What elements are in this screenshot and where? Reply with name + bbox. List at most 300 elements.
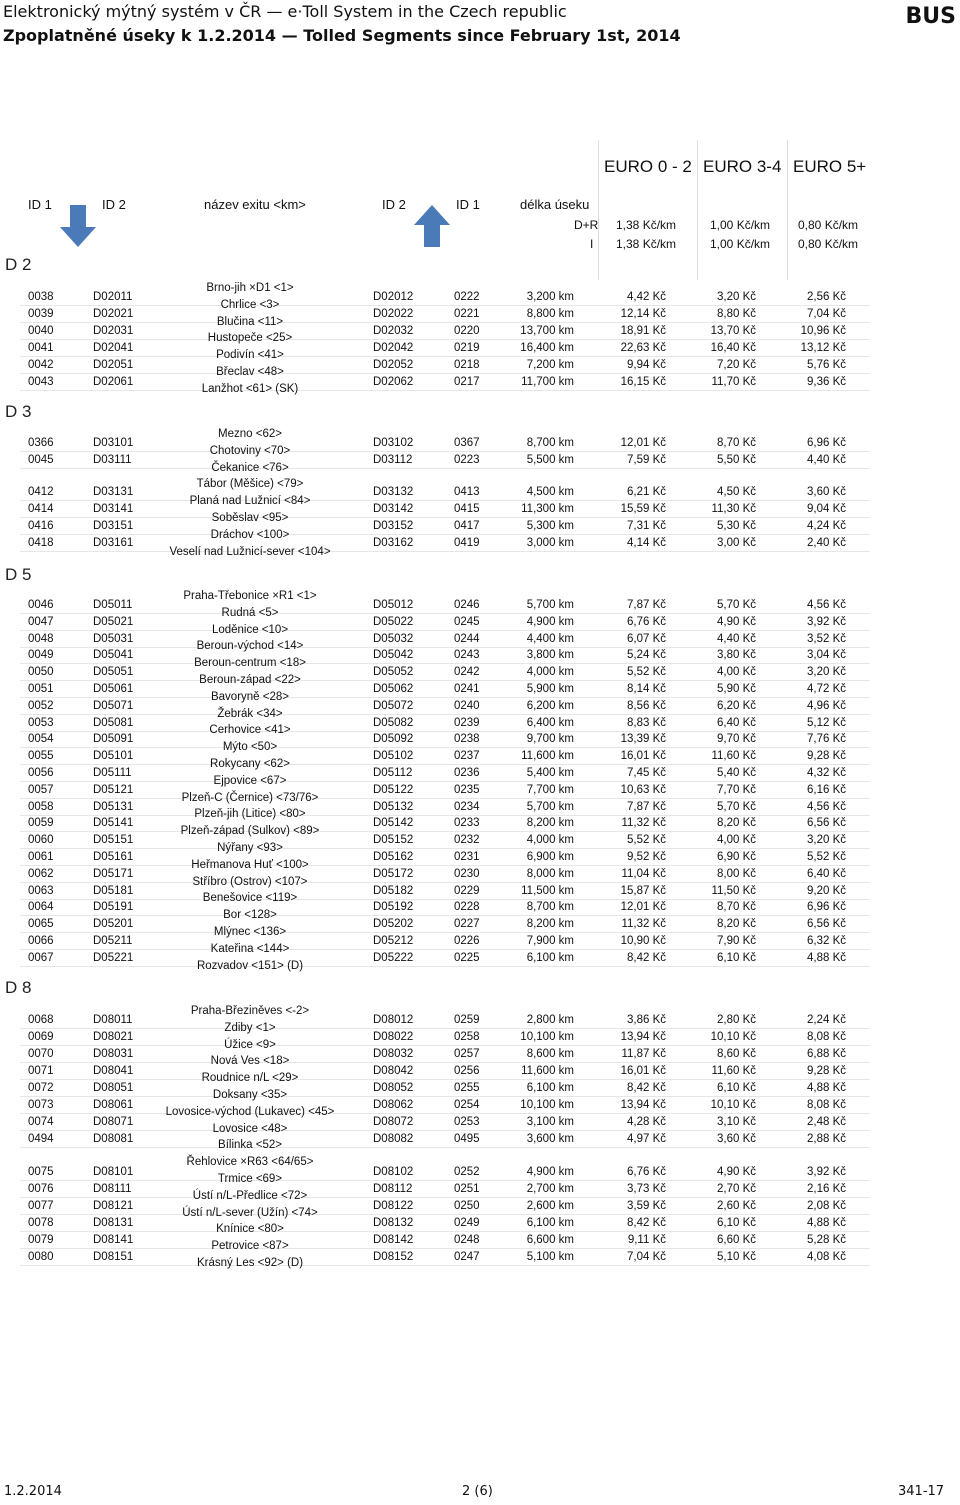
cell-toll-euro5: 4,56 Kč — [807, 800, 846, 813]
cell-id1: 0071 — [28, 1065, 54, 1077]
cell-toll-euro5: 3,20 Kč — [807, 666, 846, 679]
table-row — [20, 536, 870, 552]
cell-id2-return: D05052 — [373, 666, 414, 679]
cell-id2-return: D08042 — [373, 1065, 414, 1077]
cell-id2-return: D03162 — [373, 537, 414, 549]
cell-id2-return: D05012 — [373, 599, 414, 611]
cell-id2-return: D08142 — [373, 1234, 414, 1246]
cell-toll-euro34: 11,50 Kč — [711, 884, 756, 897]
cell-id1-return: 0248 — [454, 1234, 480, 1246]
cell-id2: D05051 — [93, 666, 134, 679]
cell-toll-euro34: 8,20 Kč — [717, 817, 756, 830]
cell-id2: D08121 — [93, 1200, 134, 1212]
table-row — [20, 833, 870, 849]
cell-toll-euro02: 4,42 Kč — [627, 291, 666, 303]
table-row — [20, 307, 870, 323]
exit-name: Úžice <9> — [224, 1038, 276, 1051]
cell-id1-return: 0241 — [454, 683, 480, 695]
cell-id2-return: D03152 — [373, 520, 414, 532]
exit-name: Žebrák <34> — [217, 707, 283, 720]
cell-id1-return: 0236 — [454, 767, 480, 779]
cell-length: 5,900 km — [526, 683, 574, 695]
cell-id1-return: 0242 — [454, 666, 480, 679]
cell-id1: 0068 — [28, 1014, 54, 1026]
cell-id2-return: D08132 — [373, 1217, 414, 1229]
table-row — [20, 375, 870, 391]
cell-id1-return: 0247 — [454, 1251, 480, 1263]
cell-toll-euro5: 5,28 Kč — [807, 1234, 846, 1246]
cell-length: 3,600 km — [526, 1133, 574, 1145]
col-id1-return: ID 1 — [456, 197, 480, 212]
cell-toll-euro5: 9,36 Kč — [807, 376, 846, 388]
cell-toll-euro34: 7,20 Kč — [717, 359, 756, 371]
cell-toll-euro5: 9,28 Kč — [807, 750, 846, 763]
cell-toll-euro34: 6,10 Kč — [717, 951, 756, 964]
table-row — [20, 867, 870, 883]
cell-id1-return: 0253 — [454, 1116, 480, 1128]
cell-id2-return: D05142 — [373, 817, 414, 830]
section-label: D 2 — [5, 255, 32, 274]
table-row — [20, 816, 870, 832]
rate-label-i: I — [590, 237, 594, 251]
cell-length: 16,400 km — [520, 342, 574, 354]
cell-toll-euro02: 7,45 Kč — [627, 767, 666, 779]
table-row — [20, 1098, 870, 1114]
table-row — [20, 699, 870, 715]
cell-id2-return: D05162 — [373, 851, 414, 863]
exit-name: Ejpovice <67> — [213, 774, 287, 787]
cell-toll-euro5: 6,32 Kč — [807, 935, 846, 947]
table-row — [20, 716, 870, 732]
cell-id2: D05161 — [93, 851, 134, 863]
table-row — [20, 1165, 870, 1181]
cell-toll-euro34: 4,00 Kč — [717, 834, 756, 847]
cell-toll-euro02: 12,01 Kč — [620, 901, 666, 914]
cell-id2-return: D08152 — [373, 1251, 414, 1263]
cell-toll-euro5: 9,28 Kč — [807, 1065, 846, 1077]
exit-name: Plzeň-západ (Sulkov) <89> — [180, 825, 320, 838]
cell-toll-euro34: 8,70 Kč — [717, 437, 756, 449]
cell-id2: D05131 — [93, 800, 134, 813]
cell-toll-euro02: 16,01 Kč — [620, 1065, 666, 1077]
cell-toll-euro5: 4,96 Kč — [807, 699, 846, 712]
col-segment-length: délka úseku — [520, 197, 590, 212]
exit-name: Zdiby <1> — [224, 1021, 276, 1034]
exit-name: Krásný Les <92> (D) — [196, 1257, 304, 1269]
cell-toll-euro02: 7,31 Kč — [627, 520, 666, 532]
exit-name: Lanžhot <61> (SK) — [201, 382, 299, 395]
cell-id1-return: 0235 — [454, 783, 480, 796]
cell-toll-euro5: 6,88 Kč — [807, 1048, 846, 1060]
cell-id1-return: 0251 — [454, 1183, 480, 1195]
euro-class-5: EURO 5+ — [793, 157, 867, 176]
cell-toll-euro02: 10,90 Kč — [620, 935, 666, 947]
table-row — [20, 485, 870, 501]
cell-length: 4,500 km — [526, 486, 574, 498]
table-row — [20, 783, 870, 799]
cell-id1: 0061 — [28, 851, 54, 863]
cell-id1-return: 0223 — [454, 454, 480, 466]
cell-id1: 0043 — [28, 376, 54, 388]
cell-toll-euro02: 11,87 Kč — [621, 1048, 666, 1060]
cell-id1: 0076 — [28, 1183, 54, 1195]
table-row — [20, 453, 870, 469]
footer-page: 2 (6) — [462, 1484, 493, 1499]
cell-id1-return: 0495 — [454, 1133, 480, 1145]
cell-id2: D05211 — [93, 935, 133, 947]
cell-toll-euro34: 10,10 Kč — [710, 1031, 756, 1043]
exit-name: Podivín <41> — [216, 349, 284, 362]
cell-toll-euro02: 16,15 Kč — [620, 376, 666, 388]
cell-id2-return: D03142 — [373, 503, 414, 515]
exit-name: Praha-Třebonice ×R1 <1> — [183, 590, 317, 602]
cell-id1: 0414 — [28, 503, 54, 515]
table-row — [20, 648, 870, 664]
cell-id1-return: 0367 — [454, 437, 480, 449]
cell-toll-euro5: 7,04 Kč — [807, 308, 846, 320]
cell-id2: D03151 — [93, 520, 134, 532]
cell-id1-return: 0258 — [454, 1031, 480, 1043]
cell-toll-euro5: 6,56 Kč — [807, 918, 846, 931]
rate-i-euro5: 0,80 Kč/km — [798, 237, 859, 251]
cell-length: 3,000 km — [526, 537, 574, 549]
cell-length: 10,100 km — [520, 1031, 574, 1043]
exit-name: Nová Ves <18> — [210, 1055, 290, 1068]
table-row — [20, 884, 870, 900]
cell-id2: D03131 — [93, 486, 134, 498]
cell-id2-return: D08012 — [373, 1014, 414, 1026]
cell-id2: D08081 — [93, 1133, 134, 1145]
cell-id2-return: D02022 — [373, 308, 414, 320]
exit-name: Lovosice <48> — [212, 1122, 288, 1135]
cell-length: 4,000 km — [526, 834, 574, 847]
cell-length: 8,200 km — [526, 918, 574, 931]
cell-toll-euro34: 3,80 Kč — [717, 649, 756, 662]
cell-toll-euro02: 22,63 Kč — [620, 342, 666, 354]
cell-id1-return: 0244 — [454, 632, 480, 645]
cell-length: 6,400 km — [526, 716, 574, 729]
rate-i-euro34: 1,00 Kč/km — [710, 237, 771, 251]
cell-id2: D05221 — [93, 951, 134, 964]
cell-length: 6,100 km — [526, 1217, 574, 1229]
table-row — [20, 766, 870, 782]
cell-id2-return: D05132 — [373, 800, 414, 813]
cell-id1: 0065 — [28, 918, 54, 931]
cell-toll-euro5: 5,12 Kč — [807, 716, 846, 729]
table-row — [20, 1030, 870, 1046]
cell-id2: D02011 — [93, 291, 133, 303]
exit-name: Bílinka <52> — [218, 1139, 282, 1152]
cell-id2: D03141 — [93, 503, 134, 515]
cell-length: 7,200 km — [526, 359, 574, 371]
cell-id1-return: 0217 — [454, 376, 480, 388]
cell-id2: D08051 — [93, 1082, 134, 1094]
cell-id1-return: 0255 — [454, 1082, 480, 1094]
col-exit-name: název exitu <km> — [204, 197, 306, 212]
cell-toll-euro02: 16,01 Kč — [620, 750, 666, 763]
cell-id1: 0058 — [28, 800, 54, 813]
table-row — [20, 682, 870, 698]
cell-length: 10,100 km — [520, 1099, 574, 1111]
exit-name: Řehlovice ×R63 <64/65> — [186, 1156, 314, 1169]
cell-id2-return: D05092 — [373, 733, 414, 746]
table-row — [20, 900, 870, 916]
table-row — [20, 1013, 870, 1029]
cell-toll-euro5: 8,08 Kč — [807, 1099, 846, 1111]
cell-toll-euro02: 9,52 Kč — [627, 851, 666, 863]
cell-toll-euro34: 4,00 Kč — [717, 666, 756, 679]
cell-toll-euro02: 3,86 Kč — [627, 1014, 666, 1026]
exit-name: Nýřany <93> — [217, 842, 283, 854]
cell-toll-euro5: 2,88 Kč — [807, 1133, 846, 1145]
cell-id2: D02051 — [93, 359, 134, 371]
cell-toll-euro34: 3,00 Kč — [717, 537, 756, 549]
exit-name: Rudná <5> — [221, 606, 279, 619]
table-row — [20, 1199, 870, 1215]
cell-toll-euro02: 6,21 Kč — [627, 486, 666, 498]
cell-toll-euro5: 5,76 Kč — [807, 359, 846, 371]
cell-id2-return: D05102 — [373, 750, 414, 763]
cell-id1-return: 0220 — [454, 325, 480, 337]
table-row — [20, 1115, 870, 1131]
exit-name: Benešovice <119> — [202, 892, 298, 905]
cell-toll-euro02: 5,24 Kč — [627, 649, 666, 662]
cell-id1: 0070 — [28, 1048, 54, 1060]
cell-id1-return: 0249 — [454, 1217, 480, 1229]
cell-toll-euro34: 6,90 Kč — [717, 851, 756, 863]
cell-id1: 0056 — [28, 767, 54, 779]
table-row — [20, 1216, 870, 1232]
cell-toll-euro34: 4,90 Kč — [717, 1166, 756, 1178]
cell-id1-return: 0232 — [454, 834, 480, 847]
cell-toll-euro02: 4,97 Kč — [627, 1133, 666, 1145]
cell-toll-euro34: 3,20 Kč — [717, 291, 756, 303]
exit-name: Trmice <69> — [217, 1173, 283, 1185]
cell-id2-return: D05042 — [373, 649, 414, 662]
table-row — [20, 615, 870, 631]
cell-toll-euro02: 4,28 Kč — [627, 1116, 666, 1128]
cell-length: 4,000 km — [526, 666, 574, 679]
exit-name: Bor <128> — [223, 909, 277, 922]
table-row — [20, 436, 870, 452]
cell-toll-euro34: 3,60 Kč — [717, 1133, 756, 1145]
exit-name: Lovosice-východ (Lukavec) <45> — [165, 1105, 335, 1118]
exit-name: Tábor (Měšice) <79> — [196, 478, 304, 491]
cell-toll-euro34: 4,40 Kč — [717, 632, 756, 645]
cell-toll-euro34: 6,10 Kč — [717, 1082, 756, 1094]
cell-toll-euro02: 13,39 Kč — [620, 733, 666, 746]
table-row — [20, 632, 870, 648]
table-row — [20, 290, 870, 306]
exit-name: Rozvadov <151> (D) — [196, 959, 304, 972]
cell-id1: 0040 — [28, 325, 54, 337]
cell-id1-return: 0237 — [454, 750, 480, 763]
table-row — [20, 341, 870, 357]
cell-toll-euro02: 9,11 Kč — [627, 1234, 666, 1246]
cell-length: 2,600 km — [526, 1200, 574, 1212]
cell-id1: 0416 — [28, 520, 54, 532]
cell-id2-return: D08122 — [373, 1200, 414, 1212]
cell-toll-euro02: 10,63 Kč — [620, 783, 666, 796]
cell-toll-euro34: 6,10 Kč — [717, 1217, 756, 1229]
cell-id1: 0063 — [28, 884, 54, 897]
table-row — [20, 665, 870, 681]
table-row — [20, 934, 870, 950]
cell-id1: 0494 — [28, 1133, 54, 1145]
cell-length: 9,700 km — [526, 733, 574, 746]
cell-length: 3,100 km — [526, 1116, 574, 1128]
cell-toll-euro5: 6,96 Kč — [807, 901, 846, 914]
cell-toll-euro02: 8,14 Kč — [627, 683, 666, 695]
cell-id1: 0052 — [28, 699, 54, 712]
cell-id2-return: D08022 — [373, 1031, 414, 1043]
exit-name: Cerhovice <41> — [209, 724, 291, 737]
cell-id2: D05091 — [93, 733, 134, 746]
cell-toll-euro02: 11,04 Kč — [621, 867, 666, 880]
cell-toll-euro5: 9,04 Kč — [807, 503, 846, 515]
cell-toll-euro34: 8,70 Kč — [717, 901, 756, 914]
cell-id1: 0072 — [28, 1082, 54, 1094]
cell-length: 6,100 km — [526, 951, 574, 964]
cell-length: 11,600 km — [521, 1065, 574, 1077]
cell-id1-return: 0225 — [454, 951, 480, 964]
exit-name: Mezno <62> — [218, 428, 282, 440]
cell-id1: 0038 — [28, 291, 54, 303]
cell-id1: 0067 — [28, 951, 54, 964]
cell-id2: D05171 — [93, 867, 134, 880]
table-row — [20, 749, 870, 765]
cell-id1-return: 0252 — [454, 1166, 480, 1178]
cell-toll-euro5: 2,56 Kč — [807, 291, 846, 303]
cell-toll-euro02: 13,94 Kč — [620, 1031, 666, 1043]
cell-id1: 0066 — [28, 935, 54, 947]
document-title: Elektronický mýtný systém v ČR — e·Toll System in the Czech republic — [3, 2, 567, 21]
cell-id2-return: D05212 — [373, 935, 414, 947]
cell-id2: D05021 — [93, 615, 134, 628]
cell-toll-euro5: 2,48 Kč — [807, 1116, 846, 1128]
cell-id1: 0057 — [28, 783, 54, 796]
exit-name: Čekanice <76> — [211, 461, 289, 474]
euro-class-0-2: EURO 0 - 2 — [604, 157, 692, 176]
cell-id1: 0080 — [28, 1251, 54, 1263]
cell-length: 6,200 km — [526, 699, 574, 712]
cell-id1-return: 0221 — [454, 308, 480, 320]
cell-id2-return: D02012 — [373, 291, 414, 303]
cell-id1: 0069 — [28, 1031, 54, 1043]
cell-id1-return: 0231 — [454, 851, 480, 863]
table-row — [20, 917, 870, 933]
cell-toll-euro34: 3,10 Kč — [717, 1116, 756, 1128]
exit-name: Kateřina <144> — [210, 942, 290, 955]
exit-name: Knínice <80> — [216, 1223, 284, 1236]
cell-toll-euro34: 6,60 Kč — [717, 1234, 756, 1246]
cell-toll-euro02: 8,42 Kč — [627, 1082, 666, 1094]
cell-toll-euro34: 16,40 Kč — [710, 342, 756, 354]
cell-length: 5,100 km — [526, 1251, 574, 1263]
cell-toll-euro02: 7,87 Kč — [627, 599, 666, 611]
cell-toll-euro5: 2,40 Kč — [807, 537, 846, 549]
rate-dr-euro34: 1,00 Kč/km — [710, 218, 771, 232]
cell-toll-euro34: 11,60 Kč — [711, 750, 756, 763]
cell-id2: D05061 — [93, 683, 134, 695]
cell-toll-euro34: 10,10 Kč — [710, 1099, 756, 1111]
cell-id2: D05141 — [93, 817, 134, 830]
exit-name: Roudnice n/L <29> — [201, 1072, 299, 1085]
cell-id1: 0073 — [28, 1099, 54, 1111]
table-row — [20, 358, 870, 374]
cell-length: 3,200 km — [526, 291, 574, 303]
exit-name: Veselí nad Lužnicí-sever <104> — [169, 545, 331, 558]
cell-id1-return: 0245 — [454, 615, 480, 628]
cell-toll-euro34: 5,50 Kč — [717, 454, 756, 466]
cell-toll-euro02: 9,94 Kč — [627, 359, 666, 371]
cell-id2: D08031 — [93, 1048, 134, 1060]
cell-toll-euro5: 3,04 Kč — [807, 649, 846, 662]
section-label: D 8 — [5, 978, 32, 997]
cell-toll-euro5: 3,92 Kč — [807, 615, 846, 628]
cell-toll-euro5: 4,24 Kč — [807, 520, 846, 532]
cell-toll-euro02: 3,73 Kč — [627, 1183, 666, 1195]
cell-id2-return: D05112 — [373, 767, 413, 779]
exit-name: Břeclav <48> — [216, 366, 284, 378]
cell-toll-euro34: 5,30 Kč — [717, 520, 756, 532]
cell-toll-euro02: 3,59 Kč — [627, 1200, 666, 1212]
cell-length: 4,900 km — [526, 615, 574, 628]
cell-id1-return: 0246 — [454, 599, 480, 611]
rate-i-euro02: 1,38 Kč/km — [616, 237, 677, 251]
cell-toll-euro02: 5,52 Kč — [627, 666, 666, 679]
cell-id1-return: 0228 — [454, 901, 480, 914]
cell-id1: 0051 — [28, 683, 54, 695]
table-row — [20, 1081, 870, 1097]
cell-length: 5,300 km — [526, 520, 574, 532]
exit-name: Bavoryně <28> — [210, 690, 289, 703]
cell-toll-euro02: 8,42 Kč — [627, 951, 666, 964]
table-row — [20, 1064, 870, 1080]
exit-name: Plzeň-jih (Litice) <80> — [194, 808, 306, 821]
rate-label-dr: D+R — [574, 218, 599, 232]
col-id2-return: ID 2 — [382, 197, 406, 212]
cell-id2: D08101 — [93, 1166, 134, 1178]
cell-length: 2,800 km — [526, 1014, 574, 1026]
exit-name: Chrlice <3> — [220, 298, 280, 311]
exit-name: Doksany <35> — [212, 1089, 288, 1101]
cell-id1-return: 0218 — [454, 359, 480, 371]
cell-id1: 0039 — [28, 308, 54, 320]
cell-toll-euro02: 7,04 Kč — [627, 1251, 666, 1263]
cell-id1: 0064 — [28, 901, 54, 914]
cell-toll-euro34: 5,40 Kč — [717, 767, 756, 779]
cell-id1: 0042 — [28, 359, 54, 371]
cell-toll-euro34: 11,60 Kč — [711, 1065, 756, 1077]
exit-name: Stříbro (Ostrov) <107> — [192, 875, 308, 888]
cell-length: 8,000 km — [526, 867, 574, 880]
cell-id2: D08131 — [93, 1217, 134, 1229]
cell-id1: 0055 — [28, 750, 54, 763]
section-label: D 5 — [5, 565, 32, 584]
cell-toll-euro34: 7,70 Kč — [717, 783, 756, 796]
cell-toll-euro5: 10,96 Kč — [800, 325, 846, 337]
cell-toll-euro02: 5,52 Kč — [627, 834, 666, 847]
cell-toll-euro34: 2,80 Kč — [717, 1014, 756, 1026]
exit-name: Ústí n/L-sever (Užín) <74> — [182, 1206, 318, 1219]
cell-toll-euro5: 6,96 Kč — [807, 437, 846, 449]
cell-id2: D02041 — [93, 342, 134, 354]
cell-length: 8,700 km — [526, 901, 574, 914]
cell-id2-return: D05152 — [373, 834, 414, 847]
exit-name: Ústí n/L-Předlice <72> — [192, 1189, 308, 1202]
document-subtitle: Zpoplatněné úseky k 1.2.2014 — Tolled Segments since February 1st, 2014 — [3, 26, 681, 45]
